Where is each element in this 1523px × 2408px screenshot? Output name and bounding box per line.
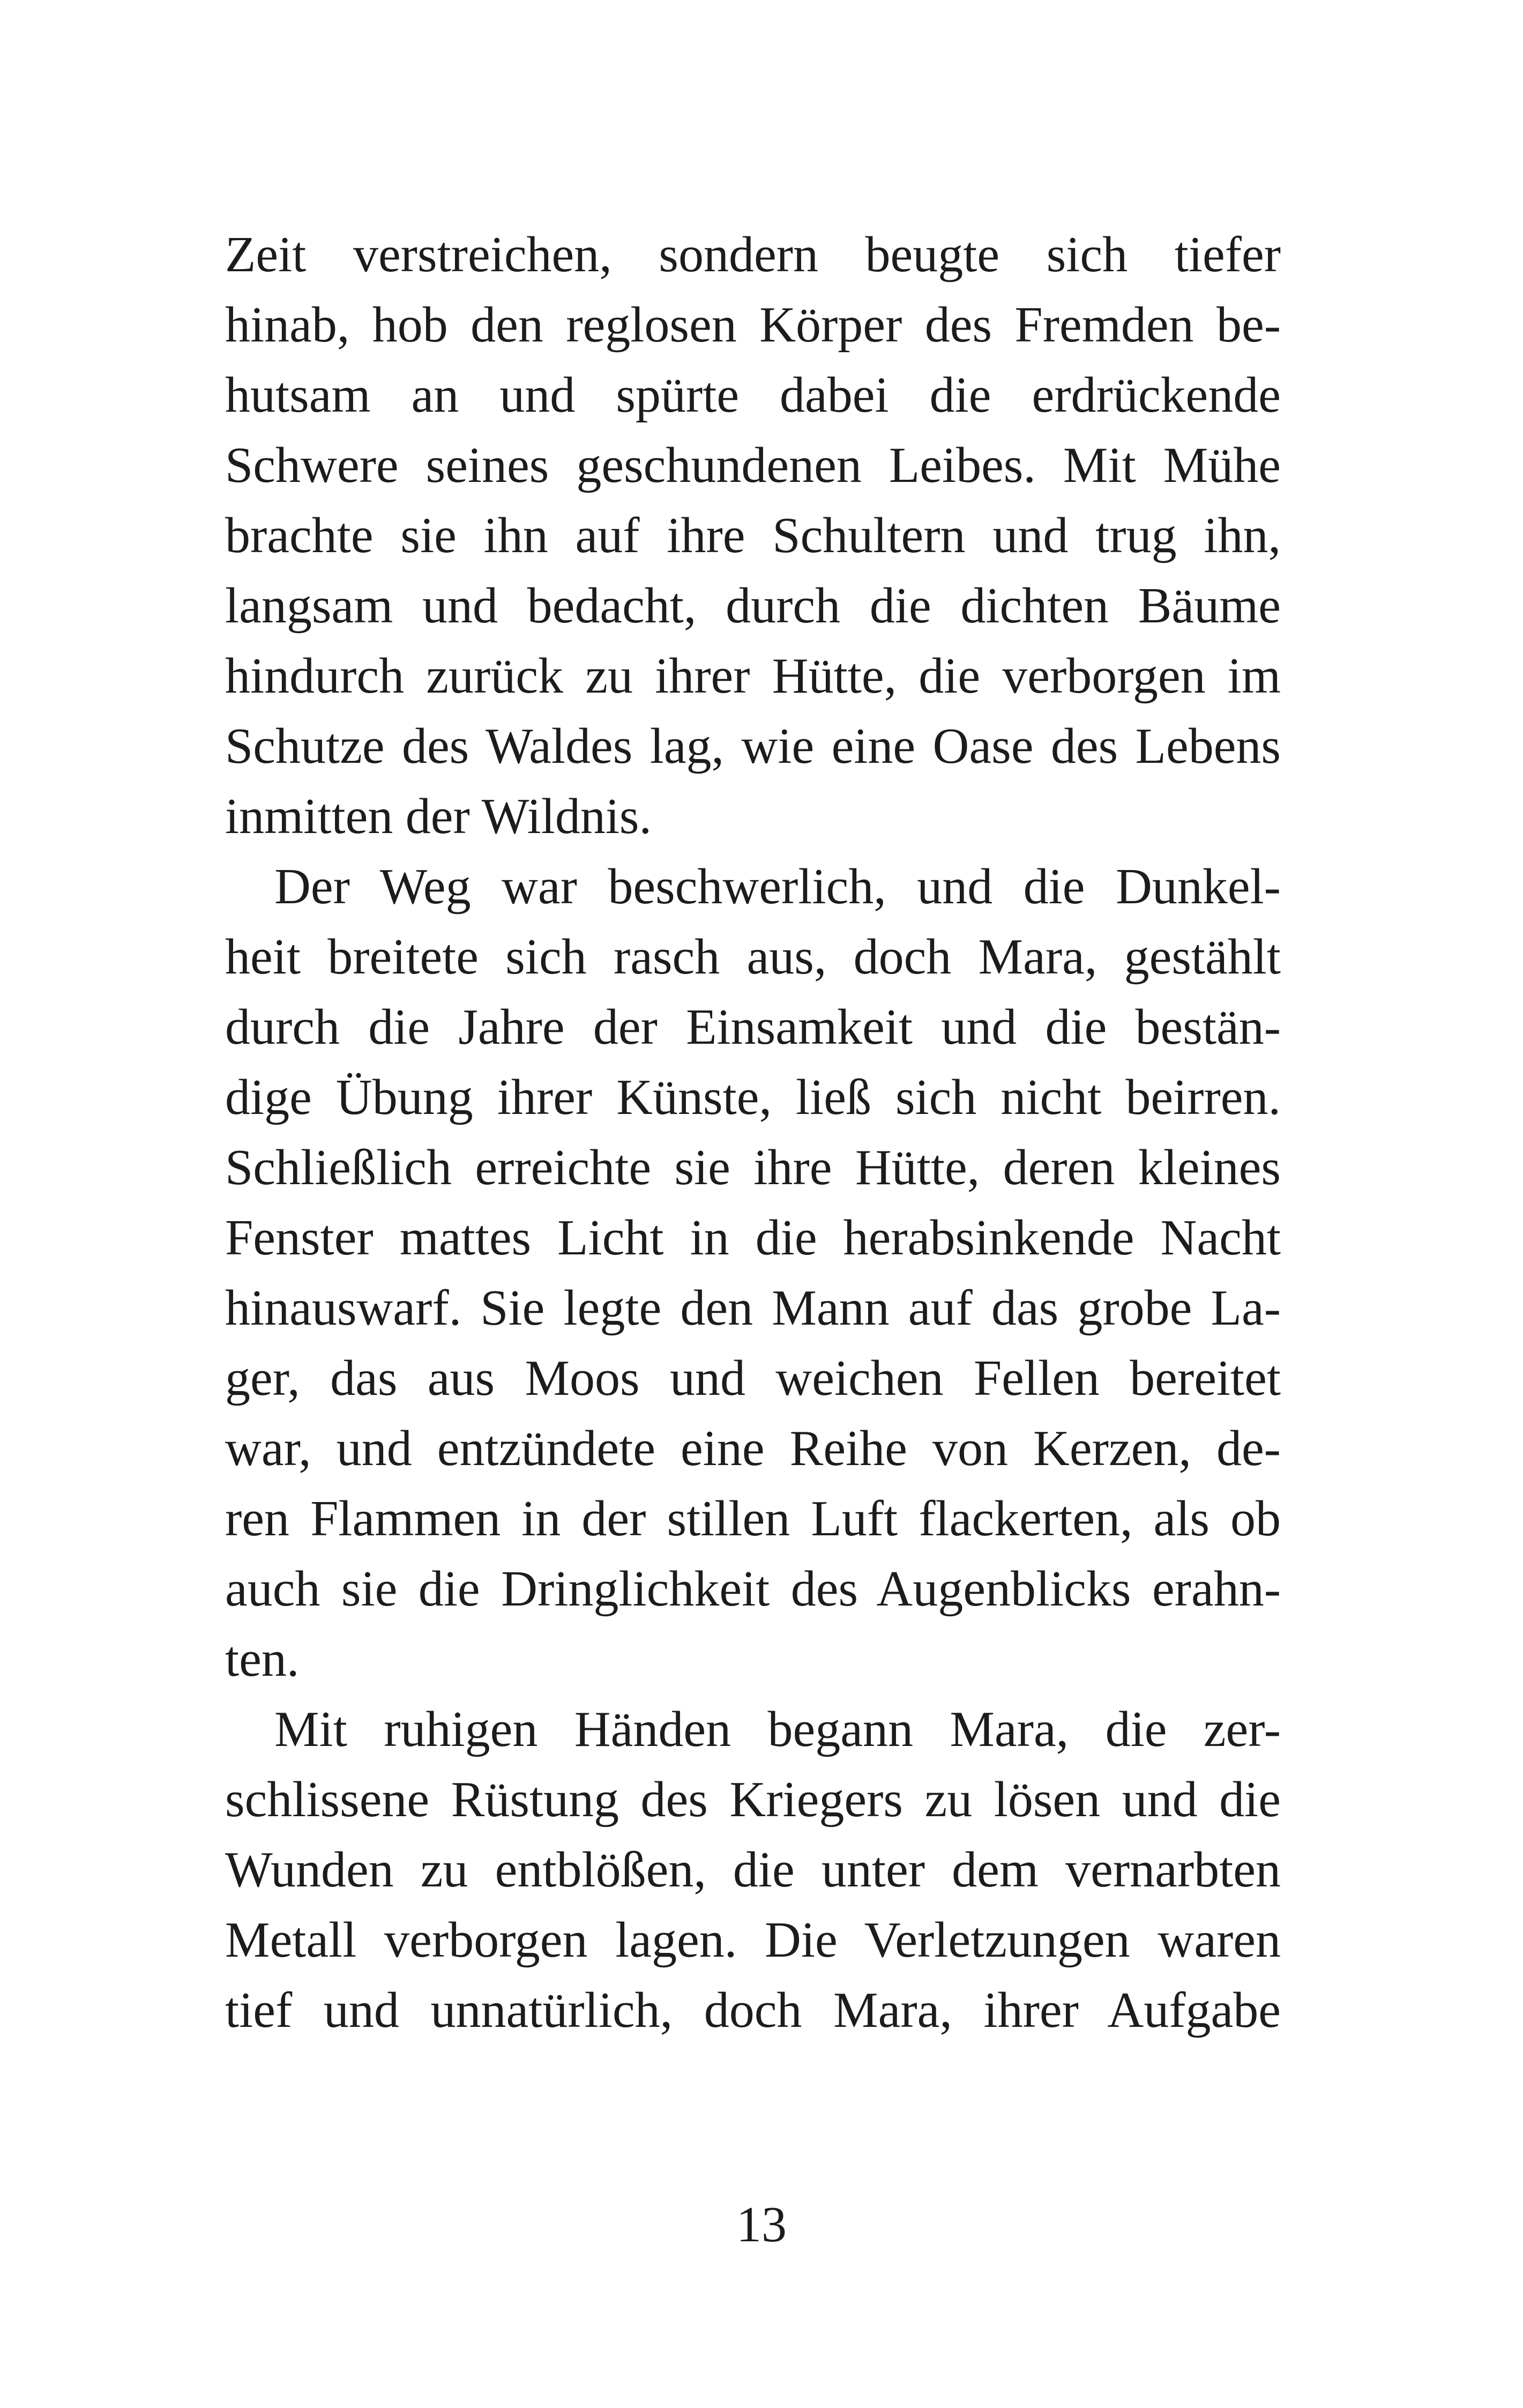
- text-line: durch die Jahre der Einsamkeit und die bestän-: [225, 999, 1281, 1055]
- paragraph: [225, 852, 1281, 1694]
- text-line: Schwere seines geschundenen Leibes. Mit Mühe: [225, 437, 1281, 493]
- text-line: hutsam an und spürte dabei die erdrückende: [225, 367, 1281, 423]
- text-line: ger, das aus Moos und weichen Fellen bereitet: [225, 1350, 1281, 1406]
- text-line: Schutze des Waldes lag, wie eine Oase des Lebens: [225, 718, 1281, 774]
- paragraph: [225, 1694, 1281, 2046]
- text-line: schlissene Rüstung des Kriegers zu lösen und die: [225, 1772, 1281, 1827]
- text-line: tief und unnatürlich, doch Mara, ihrer Aufgabe: [225, 1982, 1281, 2038]
- text-line: hindurch zurück zu ihrer Hütte, die verborgen im: [225, 648, 1281, 704]
- text-line: brachte sie ihn auf ihre Schultern und trug ihn,: [225, 508, 1281, 563]
- paragraph: [225, 220, 1281, 852]
- text-line: war, und entzündete eine Reihe von Kerzen, de-: [225, 1421, 1281, 1476]
- text-line: inmitten der Wildnis.: [225, 789, 652, 844]
- text-line: Schließlich erreichte sie ihre Hütte, deren kleines: [225, 1140, 1281, 1195]
- text-line: dige Übung ihrer Künste, ließ sich nicht beirren.: [225, 1069, 1281, 1125]
- text-line: Der Weg war beschwerlich, und die Dunkel-: [274, 859, 1281, 915]
- page-number: 13: [736, 2197, 787, 2253]
- text-line: hinauswarf. Sie legte den Mann auf das grobe La-: [225, 1280, 1281, 1336]
- body-text: [225, 220, 1281, 2046]
- text-line: hinab, hob den reglosen Körper des Fremden be-: [225, 297, 1281, 353]
- text-line: auch sie die Dringlichkeit des Augenblicks erahn-: [225, 1561, 1281, 1617]
- text-line: langsam und bedacht, durch die dichten Bäume: [225, 578, 1281, 634]
- text-line: ten.: [225, 1631, 300, 1687]
- text-line: Wunden zu entblößen, die unter dem vernarbten: [225, 1842, 1281, 1898]
- text-line: Metall verborgen lagen. Die Verletzungen waren: [225, 1912, 1281, 1968]
- text-line: Mit ruhigen Händen begann Mara, die zer-: [274, 1701, 1281, 1757]
- text-line: Zeit verstreichen, sondern beugte sich tiefer: [225, 227, 1281, 283]
- text-line: Fenster mattes Licht in die herabsinkende Nacht: [225, 1210, 1281, 1266]
- text-line: ren Flammen in der stillen Luft flackerten, als ob: [225, 1491, 1281, 1547]
- text-line: heit breitete sich rasch aus, doch Mara, gestählt: [225, 929, 1281, 985]
